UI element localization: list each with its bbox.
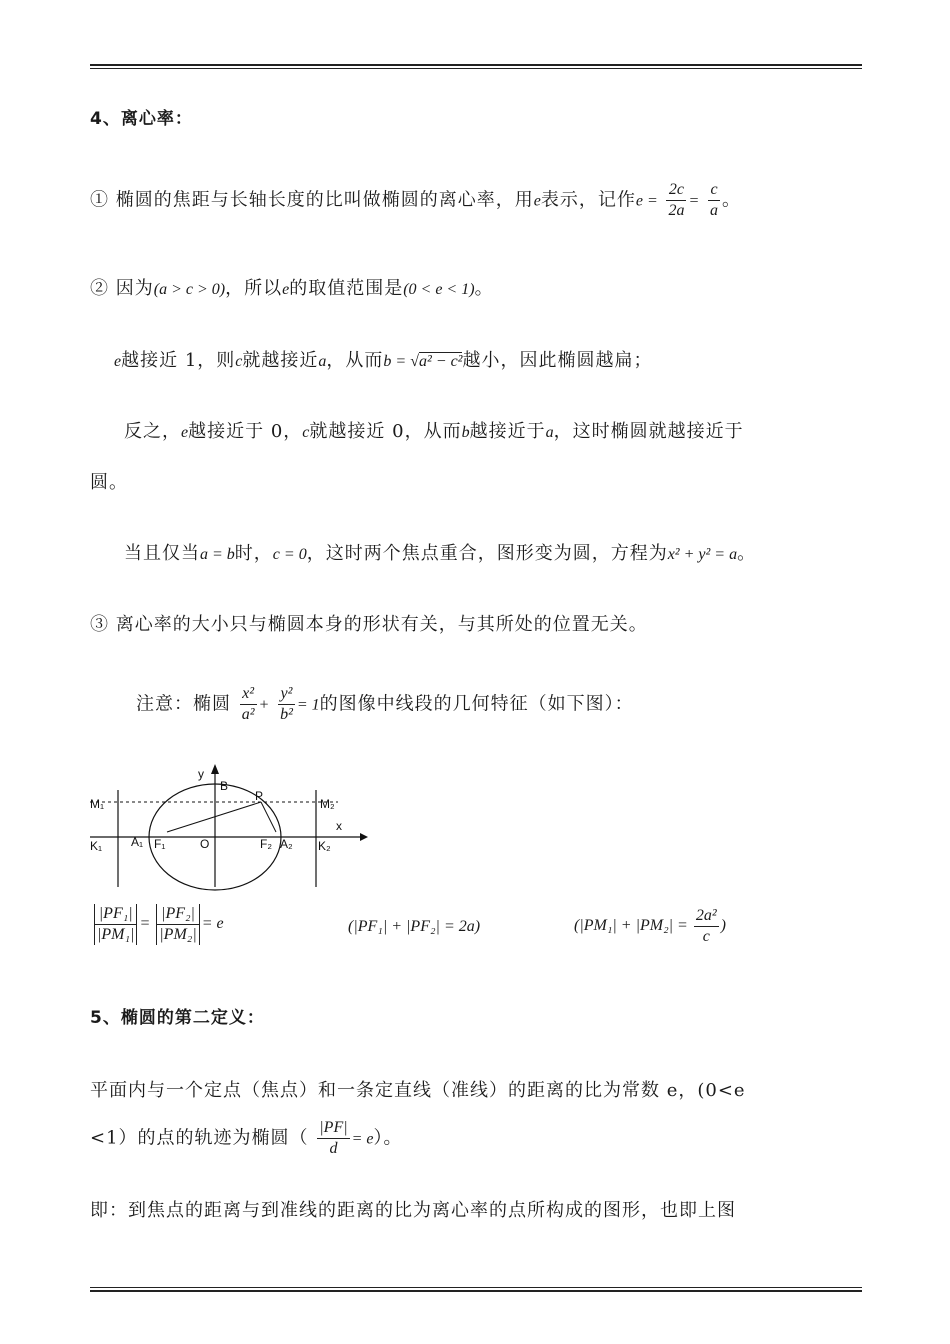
section5-para3: 即：到焦点的距离与到准线的距离的比为离心率的点所构成的图形，也即上图 [90,1200,736,1221]
label-p: P [255,789,264,803]
label-a2: A₂ [280,837,293,851]
label-b: B [220,779,229,793]
label-a1: A₁ [131,835,144,849]
y-axis-arrow-icon [211,764,219,774]
fraction-c-a: $\frac{c}{a}$ [710,181,719,219]
label-y: y [198,767,204,781]
sum-formula-pf: (|PF₁| + |PF₂| = 2a) [348,918,481,935]
section5-para2: <1）的点的轨迹为椭圆（ $\frac{|PF|}{d}$ = e）。 [90,1119,403,1157]
header-rule [90,64,862,69]
x-axis-arrow-icon [360,833,368,841]
label-x: x [336,819,342,833]
section4-title: 4、离心率： [90,109,193,129]
segment-pf1 [167,802,261,832]
section5-para1: 平面内与一个定点（焦点）和一条定直线（准线）的距离的比为常数 e，(0<e [90,1080,746,1101]
ellipse-figure [88,762,368,892]
label-m2: M₂ [320,797,335,811]
section4-line4: 反之，e越接近于 0，c就越接近 0，从而b越接近于a，这时椭圆就越接近于 [124,421,744,442]
section5-title: 5、椭圆的第二定义： [90,1008,265,1028]
section4-item3: ③ 离心率的大小只与椭圆本身的形状有关，与其所处的位置无关。 [90,614,648,635]
fraction-x2-a2: $\frac{\text{x²}}{\text{a²}}$ [241,685,255,723]
label-m1: M₁ [90,797,105,811]
label-o: O [200,837,210,851]
fraction-y2-b2: $\frac{\text{y²}}{\text{b²}}$ [280,685,293,723]
sum-formula-pm: (|PM₁| + |PM₂| = $\frac{\text{2a²}}{c}$ ) [574,907,726,945]
label-f1: F₁ [154,837,166,851]
section4-line3: e越接近 1，则c就越接近a，从而b = √a² − c²越小，因此椭圆越扁； [114,350,653,371]
section4-item1: ① 椭圆的焦距与长轴长度的比叫做椭圆的离心率，用e表示，记作e = $\frac{2c}{2a}$ = $\frac{c}{a}$ 。 [90,181,742,219]
footer-rule [90,1287,862,1292]
label-k2: K₂ [318,839,331,853]
fraction-pf-d: $\frac{|PF|}{d}$ [319,1119,348,1157]
ratio-formula: $\frac{\text{|PF₁|}}{\text{|PM₁|}}$ = $\frac{\text{|PF₂|}}{\text{|PM₂|}}$ = e [92,904,224,945]
label-f2: F₂ [260,837,272,851]
section4-item2: ② 因为(a > c > 0)，所以e的取值范围是(0 < e < 1)。 [90,278,494,299]
section4-note: 注意：椭圆 $\frac{\text{x²}}{\text{a²}}$ + $\frac{\text{y²}}{\text{b²}}$ = 1的图像中线段的几何特征（如下图）： [136,685,634,723]
section4-line5: 圆。 [90,472,128,493]
fraction-2c-2a: $\frac{2c}{2a}$ [668,181,685,219]
label-k1: K₁ [90,839,103,853]
section4-line6: 当且仅当a = b时，c = 0，这时两个焦点重合，图形变为圆，方程为x² + y² = a。 [124,543,757,564]
